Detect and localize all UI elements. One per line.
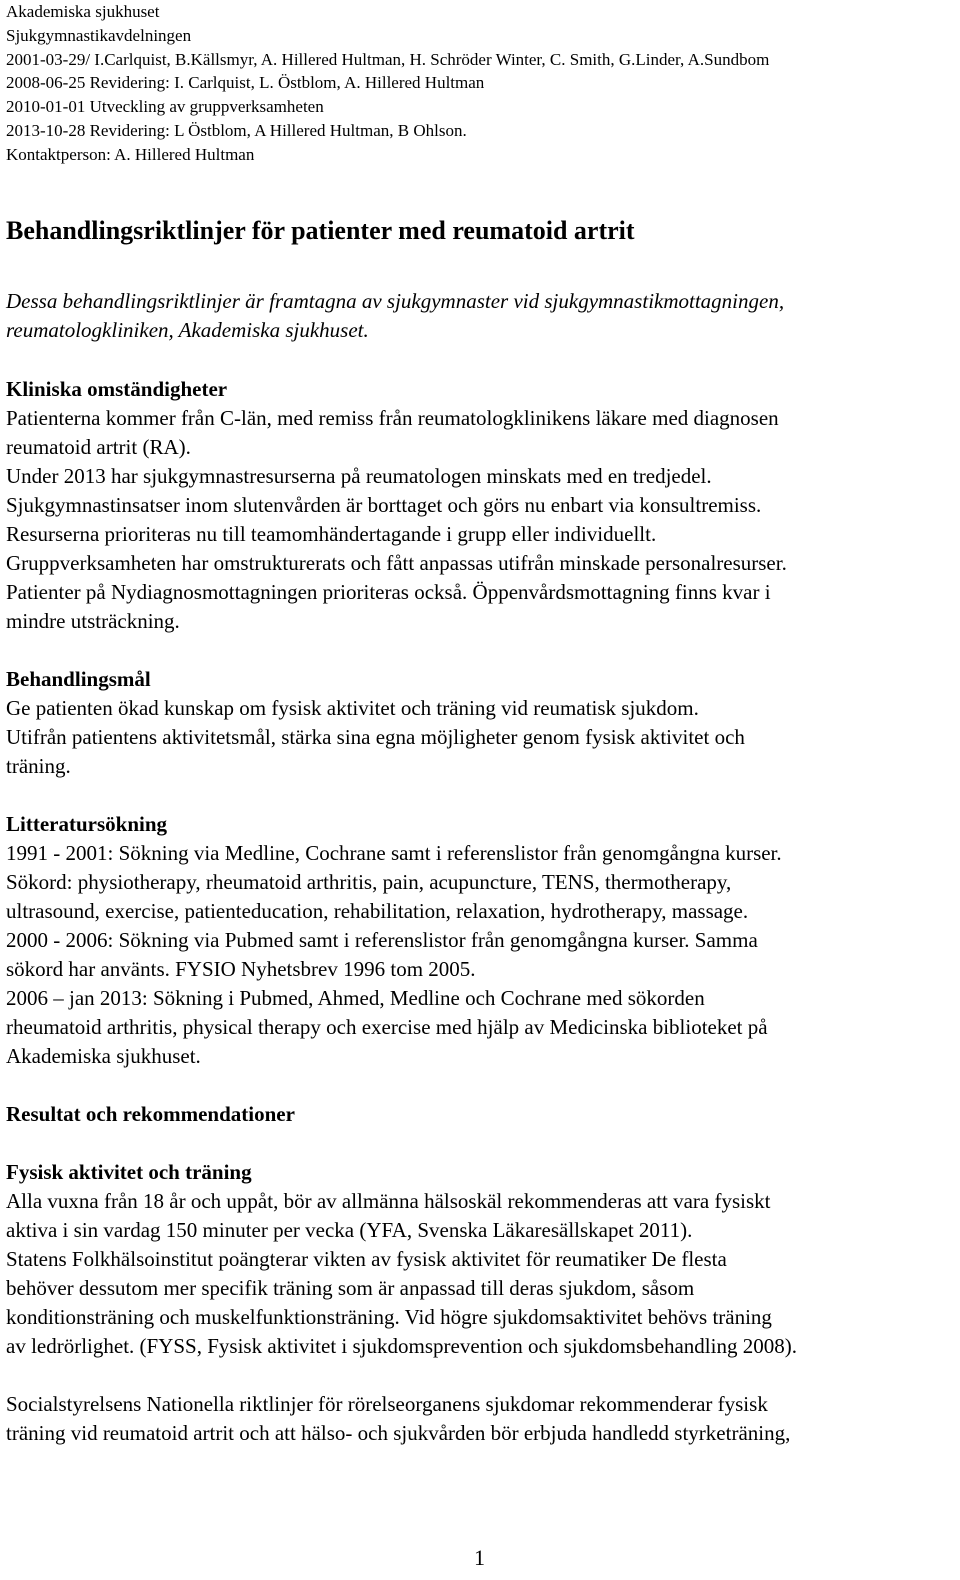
document-title: Behandlingsriktlinjer för patienter med reumatoid artrit [6, 216, 635, 245]
paragraph-line: Alla vuxna från 18 år och uppåt, bör av allmänna hälsoskäl rekommenderas att vara fysiskt [6, 1189, 771, 1213]
paragraph-line: sökord har använts. FYSIO Nyhetsbrev 1996 tom 2005. [6, 957, 476, 981]
section-heading-behandlingsmal: Behandlingsmål [6, 667, 151, 691]
paragraph-line: Sökord: physiotherapy, rheumatoid arthritis, pain, acupuncture, TENS, thermotherapy, [6, 870, 732, 894]
header-line: 2008-06-25 Revidering: I. Carlquist, L. Östblom, A. Hillered Hultman [6, 73, 485, 93]
paragraph-line: Statens Folkhälsoinstitut poängterar vikten av fysisk aktivitet för reumatiker De flesta [6, 1247, 727, 1271]
paragraph-line: Socialstyrelsens Nationella riktlinjer för rörelseorganens sjukdomar rekommenderar fysisk [6, 1392, 768, 1416]
section-heading-kliniska: Kliniska omständigheter [6, 377, 228, 401]
section-heading-litteratursokning: Litteratursökning [6, 812, 168, 836]
paragraph-line: 2000 - 2006: Sökning via Pubmed samt i referenslistor från genomgångna kurser. Samma [6, 928, 758, 952]
paragraph-line: rheumatoid arthritis, physical therapy och exercise med hjälp av Medicinska biblioteket på [6, 1015, 768, 1039]
header-line: 2013-10-28 Revidering: L Östblom, A Hillered Hultman, B Ohlson. [6, 120, 467, 140]
paragraph-line: Sjukgymnastinsatser inom slutenvården är borttaget och görs nu enbart via konsultremiss. [6, 493, 762, 517]
paragraph-line: Gruppverksamheten har omstrukturerats och fått anpassas utifrån minskade personalresurser. [6, 551, 787, 575]
paragraph-line: reumatoid artrit (RA). [6, 435, 191, 459]
paragraph-line: 1991 - 2001: Sökning via Medline, Cochrane samt i referenslistor från genomgångna kurser. [6, 841, 782, 865]
intro-paragraph: Dessa behandlingsriktlinjer är framtagna av sjukgymnaster vid sjukgymnastikmottagningen, reumatologkliniken, Akademiska sjukhuset. [6, 289, 785, 342]
page-number: 1 [474, 1545, 485, 1570]
header-line: 2010-01-01 Utveckling av gruppverksamheten [6, 97, 324, 117]
paragraph-line: konditionsträning och muskelfunktionsträning. Vid högre sjukdomsaktivitet behövs träning [6, 1305, 772, 1329]
paragraph-line: Ge patienten ökad kunskap om fysisk aktivitet och träning vid reumatisk sjukdom. [6, 696, 699, 720]
paragraph-line: aktiva i sin vardag 150 minuter per vecka (YFA, Svenska Läkaresällskapet 2011). [6, 1218, 693, 1242]
paragraph-spacer [6, 1129, 951, 1158]
header-line: 2001-03-29/ I.Carlquist, B.Källsmyr, A. Hillered Hultman, H. Schröder Winter, C. Smith, G.Linder, A.Sundbom [6, 49, 770, 69]
document-body [6, 375, 951, 1448]
header-line: Akademiska sjukhuset [6, 2, 160, 21]
section-heading-resultat: Resultat och rekommendationer [6, 1102, 295, 1126]
paragraph-line: Akademiska sjukhuset. [6, 1044, 201, 1068]
paragraph-line: mindre utsträckning. [6, 609, 180, 633]
paragraph-spacer [6, 636, 951, 665]
paragraph-line: Utifrån patientens aktivitetsmål, stärka sina egna möjligheter genom fysisk aktivitet och [6, 725, 745, 749]
paragraph-spacer [6, 781, 951, 810]
header-line: Kontaktperson: A. Hillered Hultman [6, 144, 255, 164]
paragraph-line: av ledrörlighet. (FYSS, Fysisk aktivitet i sjukdomsprevention och sjukdomsbehandling 2008). [6, 1334, 797, 1358]
paragraph-line: behöver dessutom mer specifik träning som är anpassad till deras sjukdom, såsom [6, 1276, 695, 1300]
paragraph-line: Under 2013 har sjukgymnastresurserna på reumatologen minskats med en tredjedel. [6, 464, 712, 488]
document-header [6, 0, 769, 167]
paragraph-line: Patienter på Nydiagnosmottagningen prioriteras också. Öppenvårdsmottagning finns kvar i [6, 580, 771, 604]
paragraph-line: 2006 – jan 2013: Sökning i Pubmed, Ahmed, Medline och Cochrane med sökorden [6, 986, 705, 1010]
paragraph-line: träning. [6, 754, 71, 778]
paragraph-line: Resurserna prioriteras nu till teamomhändertagande i grupp eller individuellt. [6, 522, 657, 546]
paragraph-spacer [6, 1071, 951, 1100]
header-line: Sjukgymnastikavdelningen [6, 25, 192, 45]
paragraph-spacer [6, 1361, 951, 1390]
paragraph-line: Patienterna kommer från C-län, med remiss från reumatologklinikens läkare med diagnosen [6, 406, 779, 430]
paragraph-line: ultrasound, exercise, patienteducation, rehabilitation, relaxation, hydrotherapy, massage. [6, 899, 749, 923]
paragraph-line: träning vid reumatoid artrit och att hälso- och sjukvården bör erbjuda handledd styrketräning, [6, 1421, 791, 1445]
section-heading-fysisk-aktivitet: Fysisk aktivitet och träning [6, 1160, 252, 1184]
